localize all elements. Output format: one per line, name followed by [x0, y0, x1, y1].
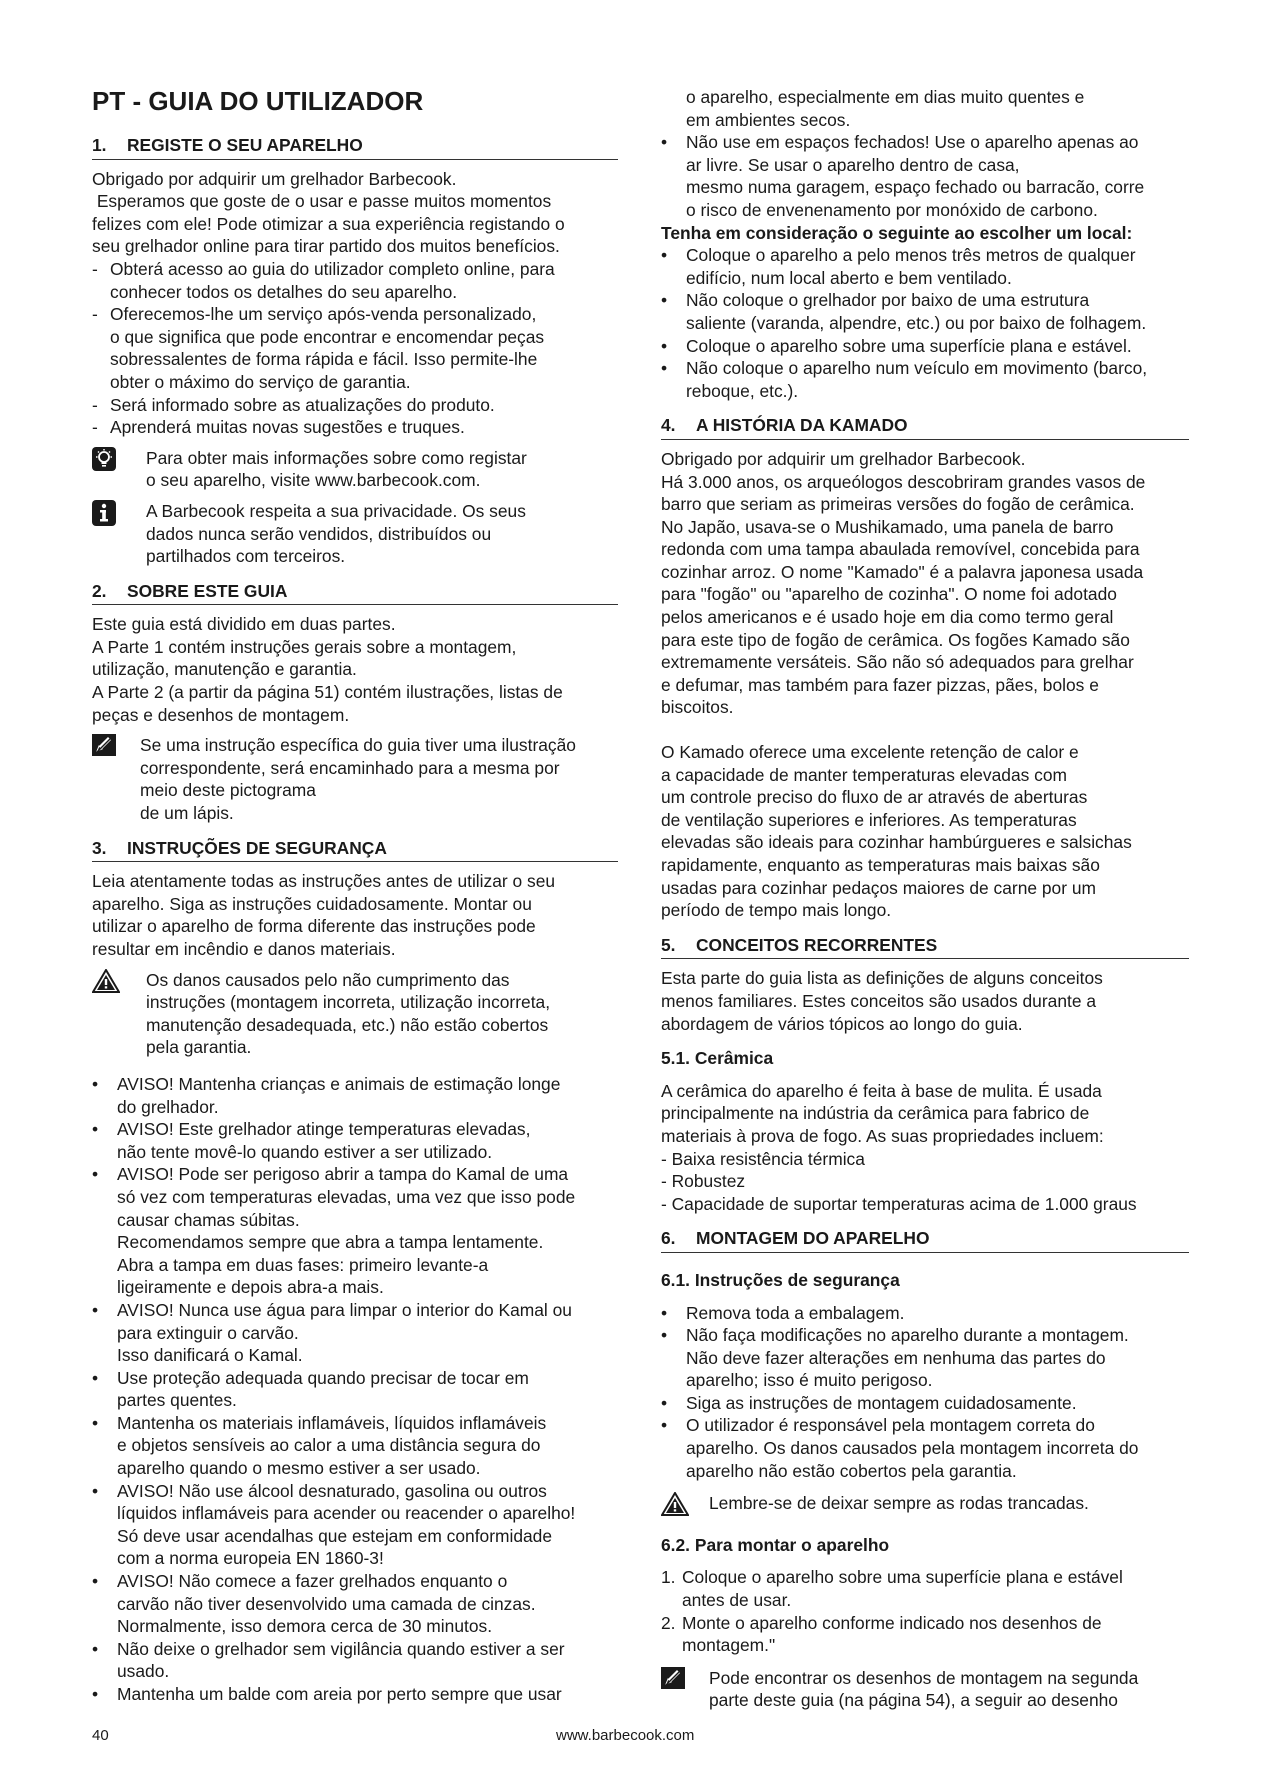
- pencil-icon: [661, 1667, 709, 1712]
- info-icon: [92, 500, 146, 568]
- assembly-safety-list: [661, 1302, 1189, 1483]
- list-item: • Não coloque o aparelho num veículo em movimento (barco, reboque, etc.).: [661, 358, 1148, 401]
- list-item: 1. Coloque o aparelho sobre uma superfície plana e estável antes de usar.: [661, 1567, 1123, 1611]
- left-column: [92, 86, 618, 1706]
- list-item: • AVISO! Não use álcool desnaturado, gasolina ou outros líquidos inflamáveis para acender ou reacender o aparelho! Só deve usar acendalhas que estejam em conformidade com a norma europeia EN 1860-3!: [92, 1480, 576, 1569]
- list-item: • Não faça modificações no aparelho durante a montagem. Não deve fazer alterações em nenhuma das partes do aparelho; isso é muito perigoso.: [661, 1325, 1129, 1391]
- list-item: • AVISO! Não comece a fazer grelhados enquanto o carvão não tiver desenvolvido uma camada de cinzas. Normalmente, isso demora cerca de 30 minutos.: [92, 1571, 536, 1637]
- section-5-heading: 5. CONCEITOS RECORRENTES: [661, 934, 1189, 960]
- footer-url[interactable]: www.barbecook.com: [556, 1727, 695, 1744]
- location-heading: Tenha em consideração o seguinte ao escolher um local:: [661, 222, 1133, 243]
- list-item: • Coloque o aparelho sobre uma superfície plana e estável.: [661, 335, 1132, 356]
- list-item: - Obterá acesso ao guia do utilizador completo online, para conhecer todos os detalhes do seu aparelho.: [92, 258, 555, 302]
- subsection-6-2-heading: 6.2. Para montar o aparelho: [661, 1534, 890, 1555]
- list-item: • AVISO! Mantenha crianças e animais de estimação longe do grelhador.: [92, 1073, 561, 1117]
- section-1-intro: Obrigado por adquirir um grelhador Barbecook. Esperamos que goste de o usar e passe muitos momentos felizes com ele! Pode otimizar a sua experiência registando o seu grelhador online para tirar partido dos muitos benefícios.: [92, 168, 565, 257]
- subsection-6-1-heading: 6.1. Instruções de segurança: [661, 1269, 900, 1290]
- drawings-note: Pode encontrar os desenhos de montagem na segunda parte deste guia (na página 54), a seguir ao desenho: [661, 1667, 1189, 1712]
- warning-icon: [661, 1492, 709, 1522]
- page-title: PT - GUIA DO UTILIZADOR: [92, 86, 424, 116]
- list-item: • O utilizador é responsável pela montagem correta do aparelho. Os danos causados pela montagem incorreta do aparelho não estão cobertos pela garantia.: [661, 1415, 1139, 1481]
- section-6-heading: 6. MONTAGEM DO APARELHO: [661, 1227, 1189, 1253]
- section-1-heading: 1. REGISTE O SEU APARELHO: [92, 134, 618, 160]
- list-item: • Não coloque o grelhador por baixo de uma estrutura saliente (varanda, alpendre, etc.) ou por baixo de folhagem.: [661, 290, 1147, 333]
- list-item: • Não deixe o grelhador sem vigilância quando estiver a ser usado.: [92, 1638, 565, 1682]
- list-item: • Não use em espaços fechados! Use o aparelho apenas ao ar livre. Se usar o aparelho dentro de casa, mesmo numa garagem, espaço fechado ou barracão, corre o risco de envenenamento por monóxido de carbono.: [661, 132, 1145, 220]
- list-item: • Siga as instruções de montagem cuidadosamente.: [661, 1392, 1077, 1413]
- warning-note: Os danos causados pelo não cumprimento das instruções (montagem incorreta, utilização incorreta, manutenção desadequada, etc.) não estão cobertos pela garantia.: [92, 969, 618, 1059]
- list-item: • AVISO! Este grelhador atinge temperaturas elevadas, não tente movê-lo quando estiver a ser utilizado.: [92, 1119, 531, 1162]
- location-bullet-list: [661, 244, 1189, 402]
- safety-bullet-list: [92, 1073, 618, 1706]
- pencil-note: Se uma instrução específica do guia tiver uma ilustração correspondente, será encaminhado para a mesma por meio deste pictograma de um lápis.: [92, 734, 618, 824]
- list-item: • Use proteção adequada quando precisar de tocar em partes quentes.: [92, 1367, 529, 1411]
- list-item: - Oferecemos-lhe um serviço após-venda personalizado, o que significa que pode encontrar e encomendar peças sobressalentes de forma rápida e fácil. Isso permite-lhe obter o máximo do serviço de garantia.: [92, 304, 545, 392]
- subsection-5-1-body: A cerâmica do aparelho é feita à base de mulita. É usada principalmente na indústria da cerâmica para fabrico de materiais à prova de fogo. As suas propriedades incluem: - Baixa resistência térmica - Robustez - Capacidade de suportar temperaturas acima de 1.000 graus: [661, 1080, 1137, 1214]
- list-item: 2. Monte o aparelho conforme indicado nos desenhos de montagem.": [661, 1612, 1102, 1656]
- list-item: - Será informado sobre as atualizações do produto.: [92, 394, 495, 415]
- section-2-body: Este guia está dividido em duas partes. A Parte 1 contém instruções gerais sobre a montagem, utilização, manutenção e garantia. A Parte 2 (a partir da página 51) contém ilustrações, listas de peças e desenhos de montagem.: [92, 614, 563, 725]
- list-item: • Mantenha os materiais inflamáveis, líquidos inflamáveis e objetos sensíveis ao calor a uma distância segura do aparelho quando o mesmo estiver a ser usado.: [92, 1412, 547, 1479]
- list-item: • AVISO! Pode ser perigoso abrir a tampa do Kamal de uma só vez com temperaturas elevadas, uma vez que isso pode causar chamas súbitas. Recomendamos sempre que abra a tampa lentamente. Abra a tampa em duas fases: primeiro levante-a ligeiramente e depois abra-a mais.: [92, 1164, 576, 1298]
- pencil-icon: [92, 734, 140, 824]
- section-3-intro: Leia atentamente todas as instruções antes de utilizar o seu aparelho. Siga as instruções cuidadosamente. Montar ou utilizar o aparelho de forma diferente das instruções pode resultar em incêndio e danos materiais.: [92, 871, 556, 959]
- page-number: 40: [92, 1727, 109, 1744]
- section-3-heading: 3. INSTRUÇÕES DE SEGURANÇA: [92, 837, 618, 863]
- warning-icon: [92, 969, 146, 1059]
- assembly-steps: [661, 1566, 1189, 1656]
- lightbulb-icon: [92, 447, 146, 492]
- right-column: [661, 86, 1189, 1718]
- subsection-5-1-heading: 5.1. Cerâmica: [661, 1048, 774, 1069]
- list-item: • Mantenha um balde com areia por perto sempre que usar: [92, 1684, 562, 1704]
- privacy-note: A Barbecook respeita a sua privacidade. Os seus dados nunca serão vendidos, distribuídos ou partilhados com terceiros.: [92, 500, 618, 568]
- list-item: • Remova toda a embalagem.: [661, 1302, 905, 1323]
- safety-bullet-list-continued: [661, 131, 1189, 221]
- list-item: • Coloque o aparelho a pelo menos três metros de qualquer edifício, num local aberto e bem ventilado.: [661, 245, 1136, 288]
- tip-note: Para obter mais informações sobre como registar o seu aparelho, visite www.barbecook.com.: [92, 447, 618, 492]
- bullet-continuation: o aparelho, especialmente em dias muito quentes e em ambientes secos.: [686, 87, 1085, 130]
- list-item: • AVISO! Nunca use água para limpar o interior do Kamal ou para extinguir o carvão. Isso danificará o Kamal.: [92, 1299, 572, 1366]
- section-4-body: Obrigado por adquirir um grelhador Barbecook. Há 3.000 anos, os arqueólogos descobriram grandes vasos de barro que seriam as primeiras versões do fogão de cerâmica. No Japão, usava-se o Mushikamado, uma panela de barro redonda com uma tampa abaulada removível, concebida para cozinhar arroz. O nome "Kamado" é a palavra japonesa usada para "fogão" ou "aparelho de cozinha". O nome foi adotado pelos americanos e é usado hoje em dia como termo geral para este tipo de fogão de cerâmica. Os fogões Kamado são extremamente versáteis. São não só adequados para grelhar e defumar, mas também para fazer pizzas, pães, bolos e biscoitos. O Kamado oferece uma excelente retenção de calor e a capacidade de manter temperaturas elevadas com um controle preciso do fluxo de ar através de aberturas de ventilação superiores e inferiores. As temperaturas elevadas são ideais para cozinhar hambúrgueres e salsichas rapidamente, enquanto as temperaturas mais baixas são usadas para cozinhar pedaços maiores de carne por um período de tempo mais longo.: [661, 448, 1146, 921]
- section-2-heading: 2. SOBRE ESTE GUIA: [92, 580, 618, 606]
- section-5-body: Esta parte do guia lista as definições de alguns conceitos menos familiares. Estes conceitos são usados durante a abordagem de vários tópicos ao longo do guia.: [661, 968, 1103, 1034]
- benefits-list: [92, 258, 618, 439]
- list-item: - Aprenderá muitas novas sugestões e truques.: [92, 417, 465, 438]
- wheels-warning-note: Lembre-se de deixar sempre as rodas trancadas.: [661, 1492, 1189, 1522]
- section-4-heading: 4. A HISTÓRIA DA KAMADO: [661, 414, 1189, 440]
